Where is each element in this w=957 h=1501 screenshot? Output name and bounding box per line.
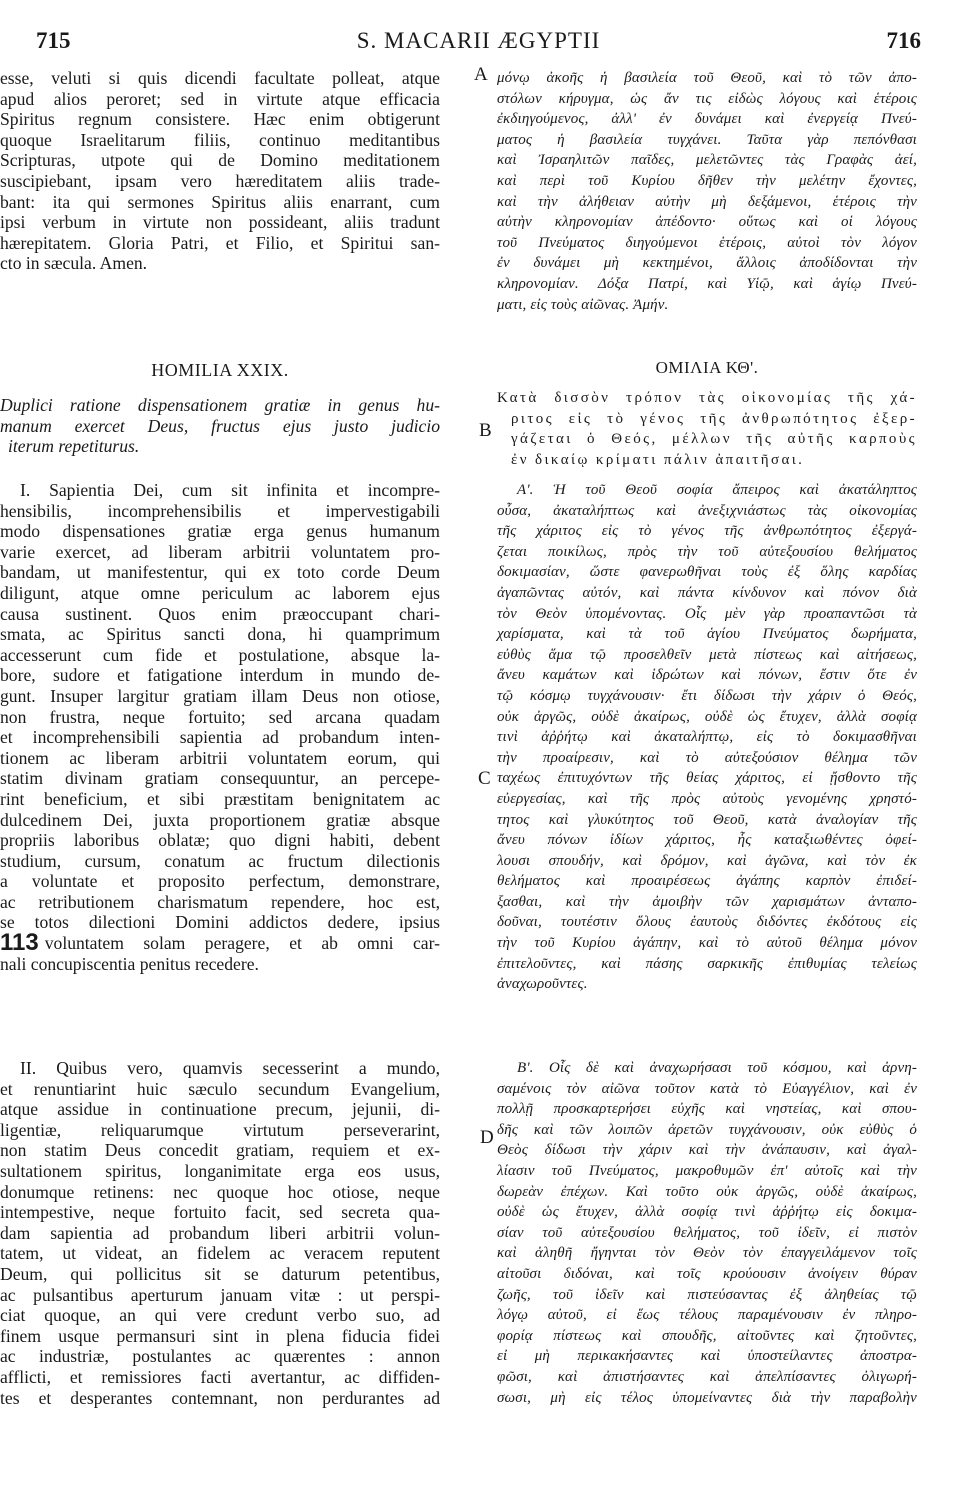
- text-line: suscipiebant, ipsam vero hæreditatem aliis trade-: [0, 170, 440, 191]
- text-line-with-marker: [0, 929, 440, 957]
- text-line: Scripturas, utpote qui de Domino meditationem: [0, 150, 440, 171]
- text-line: propriis laboribus oblatæ; quo digni habiti, debent: [0, 830, 440, 851]
- margin-letter-a: A: [474, 64, 488, 85]
- text-line: causa sustinent. Quos enim præoccupant chari-: [0, 603, 440, 624]
- text-line: hærepitatem. Gloria Patri, et Filio, et Spiritui san-: [0, 232, 440, 253]
- text-line: αἰτοῦσι διδόναι, καὶ τοῖς κρούουσιν ἀνοίγειν θύραν: [497, 1265, 917, 1282]
- column-number-marker: 113: [0, 929, 39, 957]
- text-line: tes et desperantes contemnant, non perdurantes ad: [0, 1387, 440, 1408]
- text-line: smata, ac Spiritus sancti dona, hi quamprimum: [0, 624, 440, 645]
- text-line: σίαν τοῦ αὐτεξουσίου θελήματος, τοῦ ἰδεῖν, εἰ πιστὸν: [497, 1224, 917, 1241]
- text-line: ζωῆς, τοῦ ἰδεῖν καὶ πιστεύσαντας ἐξ ἀληθείας τῷ: [497, 1286, 917, 1303]
- text-line: θελήματος καὶ προαιρέσεως ἀγάπης καρπὸν ἐπιδεί-: [497, 873, 917, 890]
- text-line: ἐκδιηγούμενος, ἀλλ' ἐν δυνάμει καὶ ἐνεργείᾳ Πνεύ-: [497, 111, 917, 128]
- text-line: οὐκ ἀργῶς, οὐδὲ ἀκαίρως, οὐδὲ ὡς ἔτυχεν, ἀλλὰ σοφίᾳ: [497, 708, 917, 725]
- text-line: ἐν δυνάμει μὴ κεκτημένοι, ἄλλοις ἀποδίδονται τὴν: [497, 255, 917, 272]
- text-line: Deum, qui pollicitus sit se daturum petentibus,: [0, 1263, 440, 1284]
- text-line: tionem ac liberam arbitrii voluntatem eorum, qui: [0, 747, 440, 768]
- summary-line: iterum repetiturus.: [8, 436, 140, 457]
- text-line: τὴν τοῦ Κυρίου ἀγάπην, καὶ τὸ αὐτοῦ θέλημα μόνον: [497, 935, 917, 952]
- latin-paragraph-2: [0, 1058, 440, 1408]
- text-line: ciat quoque, an qui vere credunt verbo suo, ad: [0, 1305, 440, 1326]
- text-line: sultationem spiritus, longanimitate erga eos usus,: [0, 1160, 440, 1181]
- text-line: τητος καὶ γλυκύτητος τοῦ Θεοῦ, κατὰ ἀναλογίαν τῆς: [497, 811, 917, 828]
- text-line: φῶσι, καὶ ἀπιστήσαντες καὶ ἀπελπίσαντες ὀλιγωρή-: [497, 1368, 917, 1385]
- text-line: καὶ Ἰσραηλιτῶν παῖδες, μελετῶντες τὰς Γραφὰς ἀεί,: [497, 152, 917, 169]
- text-line: dam sapientia ad probandum liberi arbitrii volun-: [0, 1222, 440, 1243]
- text-line: ματος ἡ βασιλεία τυγχάνει. Ταῦτα γὰρ πεπόνθασι: [497, 131, 917, 148]
- right-page-number: 716: [886, 28, 921, 53]
- text-line: ζεται ποικίλως, πρὸς τὴν τοῦ αὐτεξουσίου θελήματος: [497, 543, 917, 560]
- text-line: ἄνευ πόνων ἰδίων χάριτος, ἧς καταξιωθέντες ὀφεί-: [497, 832, 917, 849]
- text-line: λουσι σπουδήν, καὶ δρόμον, καὶ ἀγῶνα, καὶ τὸν ἐκ: [497, 852, 917, 869]
- text-line: ac industriæ, postulantes ac quærentes : annon: [0, 1346, 440, 1367]
- summary-line: γάζεται ὁ Θεός, μέλλων τῆς αὐτῆς καρποὺς: [511, 431, 917, 448]
- summary-line: ἐν δικαίῳ κρίματι πάλιν ἀπαιτῆσαι.: [511, 451, 805, 468]
- text-line: statim divinam gratiam consequuntur, an percepe-: [0, 768, 440, 789]
- greek-homily-title: ΟΜΙΛΙΑ ΚΘ'.: [655, 358, 759, 377]
- text-line: λίασιν τοῦ Πνεύματος, μακροθυμῶν ἐπ' αὐτοῖς καὶ τὴν: [497, 1162, 917, 1179]
- text-line: tatem, ut videat, an fidelem ac veracem reputent: [0, 1243, 440, 1264]
- greek-paragraph-2: [497, 1058, 917, 1408]
- text-line: ἀναχωροῦντες.: [497, 976, 588, 993]
- margin-letter-b: B: [479, 420, 492, 441]
- latin-paragraph-closing: [0, 68, 440, 274]
- text-line: τὴν προαίρεσιν, καὶ τὸ αὐτεξούσιον θέλημα τῶν: [497, 749, 917, 766]
- text-line: σαμένοις τὸν αἰῶνα τοῦτον κατὰ τὸ Εὐαγγέλιον, καὶ ἐν: [497, 1080, 917, 1097]
- text-line: στόλων κήρυγμα, ὡς ἄν τις εἰδὼς λόγους καὶ ἑτέροις: [497, 90, 917, 107]
- latin-homily-title: HOMILIA XXIX.: [151, 360, 289, 380]
- text-line: τὸν Θεὸν ὑπομένοντας. Οἷς μὲν γὰρ προαπαντῶσι τὰ: [497, 605, 917, 622]
- text-line: τοῦ Πνεύματος διηγούμενοι ἑτέροις, αὐτοὶ τὸν λόγον: [497, 234, 917, 251]
- greek-column: [497, 0, 917, 1501]
- text-line: bore, sudore et fatigatione interdum in mundo de-: [0, 665, 440, 686]
- text-line: apud alios peroret; sed in virtute atque efficacia: [0, 88, 440, 109]
- text-line: Β'. Οἷς δὲ καὶ ἀναχωρήσασι τοῦ κόσμου, καὶ ἀρνη-: [517, 1060, 917, 1076]
- text-line: atque assidue in continuatione precum, jejunii, di-: [0, 1099, 440, 1120]
- text-line: non frustra, neque fortuito; sed arcana quadam: [0, 706, 440, 727]
- text-line: οὐδὲ ὡς ἔτυχεν, ἀλλὰ σοφίᾳ τινὶ ἀῤῥήτῳ εἰς δοκιμα-: [497, 1204, 917, 1221]
- text-line: varie exercet, ad liberam arbitrii voluntatem pro-: [0, 541, 440, 562]
- greek-paragraph-closing: [497, 68, 917, 315]
- text-line: τῷ κόσμῳ τυγχάνουσιν· ἔτι δίδωσι τὴν χάριν ὁ Θεός,: [497, 687, 917, 704]
- text-line: hensibilis, incomprehensibilis et impervestigabili: [0, 500, 440, 521]
- text-line: finem usque permansuri sint in plena fiducia fidei: [0, 1325, 440, 1346]
- text-line: modo dispensationes gratiæ erga genus humanum: [0, 521, 440, 542]
- text-line: se totos dilectioni Domini addictos dedere, ipsius: [0, 912, 440, 933]
- text-line: a voluntate et proposito perfectum, demonstrare,: [0, 871, 440, 892]
- latin-summary: [0, 395, 440, 457]
- margin-letter-d: D: [480, 1127, 494, 1148]
- text-line: studium, cursum, conatum ac fructum dilectionis: [0, 850, 440, 871]
- text-line: πολλῇ προσκαρτερήσει εὐχῆς καὶ νηστείας, καὶ σπου-: [497, 1101, 917, 1118]
- text-line: καὶ τὴν ἀλήθειαν αὐτὴν μὴ δεξάμενοι, ἑτέροις τὴν: [497, 193, 917, 210]
- greek-summary: [497, 388, 917, 470]
- latin-paragraph-1: [0, 480, 440, 974]
- text-line: bandam, ut manifestentur, qui ex toto corde Deum: [0, 562, 440, 583]
- summary-line: Duplici ratione dispensationem gratiæ in genus hu-: [0, 395, 440, 415]
- text-line: afflicti, et remissiores facti avertantur, ac diffiden-: [0, 1366, 440, 1387]
- text-line: δοῦναι, τουτέστιν ὅλους ἑαυτοὺς διδόντες ἐκδότους εἰς: [497, 914, 917, 931]
- text-line: esse, veluti si quis dicendi facultate polleat, atque: [0, 68, 440, 88]
- text-line: diligunt, atque omne periculum ac laborem ejus: [0, 582, 440, 603]
- text-line: φορίᾳ πίστεως καὶ σπουδῆς, αἰτοῦντες καὶ ζητοῦντες,: [497, 1327, 917, 1344]
- text-line: accesserunt cum fide et postulatione, absque la-: [0, 644, 440, 665]
- text-line: intempestive, neque fortuito facit, sed secreta qua-: [0, 1202, 440, 1223]
- text-line: εὐεργεσίας, καὶ τῆς πρὸς αὐτοὺς γενομένης χρηστό-: [497, 790, 917, 807]
- text-line: ac pulsantibus aperturum januam vitæ : ut perspi-: [0, 1284, 440, 1305]
- text-line: δωρεὰν ἐπέχων. Καὶ τοῦτο οὐκ ἀργῶς, οὐδὲ ἀκαίρως,: [497, 1183, 917, 1200]
- summary-line: ριτος εἰς τὸ γένος τῆς ἀνθρωπότητος ἐξερ-: [511, 410, 917, 427]
- text-line: τινὶ ἀῤῥήτῳ καὶ ἀκαταλήπτῳ, εἰς τὸ δοκιμασθῆναι: [497, 729, 917, 746]
- text-line: μόνῳ ἀκοῆς ἡ βασιλεία τοῦ Θεοῦ, καὶ τὸ τῶν ἀπο-: [497, 70, 917, 86]
- text-line: δῆς καὶ τῶν λοιπῶν ἀρετῶν τυγχάνουσιν, οὐκ εὐθὺς ὁ: [497, 1121, 917, 1138]
- text-line: δοκιμασίαν, ὥστε φανερωθῆναι τοὺς ἐξ ὅλης καρδίας: [497, 564, 917, 581]
- text-line: donumque retinens: nec quoque hoc otiose, neque: [0, 1181, 440, 1202]
- text-line: nali concupiscentia penitus recedere.: [0, 953, 259, 974]
- text-line: ἐπιτελοῦντες, καὶ πάσης σαρκικῆς ἐπιθυμίας τελείως: [497, 955, 917, 972]
- text-line: τῆς χάριτος εἰς τὸ γένος τῆς ἀνθρωπότητος ἐξεργά-: [497, 523, 917, 540]
- text-line: σωσι, μὴ εἰς τέλος ὑπομείναντες διὰ τὴν παραβολὴν: [497, 1389, 917, 1406]
- summary-line: Κατὰ δισσὸν τρόπον τὰς οἰκονομίας τῆς χά-: [497, 390, 917, 406]
- summary-line: manum exercet Deus, fructus ejus justo judicio: [0, 415, 440, 436]
- text-line: αὐτὴν κληρονομίαν ἀπέδοντο· οὕτως καὶ οἱ λόγους: [497, 214, 917, 231]
- text-line: voluntatem solam peragere, et ab omni car-: [44, 933, 440, 954]
- greek-paragraph-1: [497, 480, 917, 995]
- text-line: εὐθὺς ἅμα τῷ προσελθεῖν μετὰ πίστεως καὶ αἰτήσεως,: [497, 646, 917, 663]
- text-line: bant: ita qui sermones Spiritus aliis enarrant, cum: [0, 191, 440, 212]
- text-line: et incomprehensibili sapientia ad probandum inten-: [0, 727, 440, 748]
- text-line: Θεὸς δίδωσι τὴν χάριν καὶ τὴν ἀνάπαυσιν, καὶ ἀγαλ-: [497, 1142, 917, 1159]
- text-line: ματι, εἰς τοὺς αἰῶνας. Ἀμήν.: [497, 296, 669, 313]
- text-line: gunt. Insuper largitur gratiam illam Deus non otiose,: [0, 685, 440, 706]
- text-line: καὶ ἀληθῆ ἤγηνται τὸν Θεὸν τὸν ἐπαγγειλάμενον τοῖς: [497, 1245, 917, 1262]
- text-line: rint beneficium, et sibi præstitam benignitatem ac: [0, 788, 440, 809]
- text-line: ἄνευ καμάτων καὶ ἱδρώτων καὶ πόνων, ἔστιν ὅτε ἐν: [497, 667, 917, 684]
- text-line: Spiritus regnum consistere. Hæc enim obtigerunt: [0, 109, 440, 130]
- text-line: ac retributionem charismatum rependere, hoc est,: [0, 891, 440, 912]
- text-line: ligentiæ, reliquarumque virtutum perseverarint,: [0, 1119, 440, 1140]
- text-line: χαρίσματα, καὶ τὰ τοῦ ἁγίου Πνεύματος δωρήματα,: [497, 626, 917, 643]
- text-line: quoque Israelitarum filiis, continuo meditantibus: [0, 129, 440, 150]
- text-line: cto in sæcula. Amen.: [0, 253, 148, 274]
- text-line: ipsi verbum in virtute non possideant, aliis tradunt: [0, 212, 440, 233]
- text-line: II. Quibus vero, quamvis secesserint a mundo,: [20, 1058, 440, 1078]
- text-line: dulcedinem Dei, juxta proportionem gratiæ absque: [0, 809, 440, 830]
- text-line: ξασθαι, καὶ τὴν ἀμοιβὴν τῶν χαρισμάτων ἀνταπο-: [497, 893, 917, 910]
- text-line: εἰ μὴ περικακήσαντες καὶ ὑποστείλαντες ἀποστρα-: [497, 1348, 917, 1365]
- text-line: I. Sapientia Dei, cum sit infinita et incompre-: [20, 480, 440, 500]
- text-line: Α'. Ἡ τοῦ Θεοῦ σοφία ἄπειρος καὶ ἀκατάληπτος: [517, 482, 917, 498]
- text-line: ταχέως ἐπιτυχόντων τῆς θείας χάριτος, εἰ ᾔσθοντο τῆς: [497, 770, 917, 787]
- left-page-number: 715: [36, 28, 71, 53]
- margin-letter-c: C: [478, 768, 491, 789]
- text-line: καὶ περὶ τοῦ Κυρίου δῆθεν τὴν μελέτην ἔχοντες,: [497, 172, 917, 189]
- text-line: non statim Deus concedit gratiam, requiem et ex-: [0, 1140, 440, 1161]
- text-line: οὖσα, ἀκαταλήπτως καὶ ἀνεξιχνιάστως τὰς οἰκονομίας: [497, 502, 917, 519]
- text-line: ἀγαπῶντας αὐτόν, καὶ πάντα κίνδυνον καὶ πόνον διὰ: [497, 584, 917, 601]
- text-line: κληρονομίαν. Δόξα Πατρί, καὶ Υἱῷ, καὶ ἁγίῳ Πνεύ-: [497, 275, 917, 292]
- running-title: S. MACARII ÆGYPTII: [356, 28, 601, 53]
- text-line: λόγῳ αὐτοῦ, εἰ ἕως τέλους παραμένουσιν ἐν πληρο-: [497, 1307, 917, 1324]
- text-line: et renuntiarint huic sæculo secundum Evangelium,: [0, 1078, 440, 1099]
